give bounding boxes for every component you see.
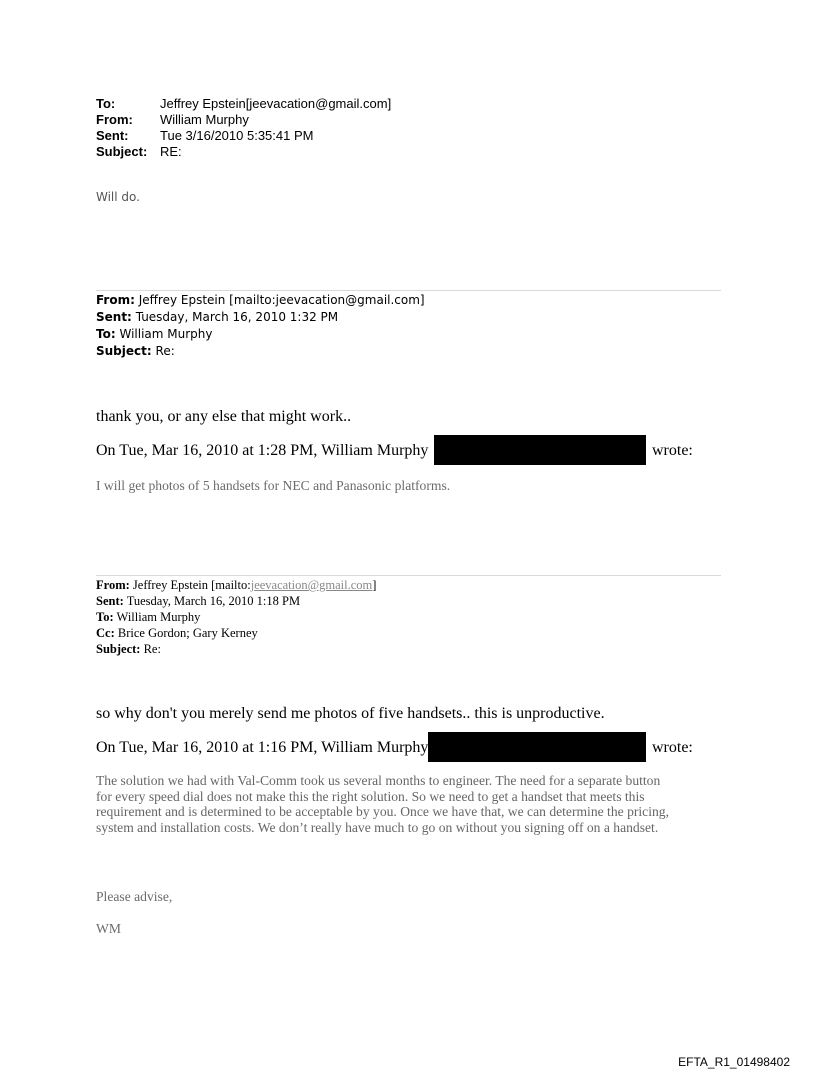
quoted2-subject-row	[96, 641, 376, 657]
header-sent-row	[96, 128, 391, 144]
wrote-line-1	[96, 442, 428, 460]
wrote2-prefix: On Tue, Mar 16, 2010 at 1:16 PM, William Murphy	[96, 739, 429, 756]
quoted2-sent-label: Sent:	[96, 594, 124, 608]
quoted2-cc-row	[96, 625, 376, 641]
quoted-header-2	[96, 577, 376, 657]
quoted2-cc-label: Cc:	[96, 626, 115, 640]
quoted1-subject-label: Subject:	[96, 344, 152, 358]
quoted1-sent-label: Sent:	[96, 310, 132, 324]
quoted1-subject-value: Re:	[155, 344, 175, 358]
document-id: EFTA_R1_01498402	[678, 1055, 790, 1069]
quoted1-from-label: From:	[96, 293, 135, 307]
message-text-2: I will get photos of 5 handsets for NEC and Panasonic platforms.	[96, 478, 451, 493]
message-text-1: thank you, or any else that might work..	[96, 408, 352, 425]
quoted2-from-row	[96, 577, 376, 593]
para-line: for every speed dial does not make this the right solution. So we need to get a handset that meets this	[96, 788, 645, 804]
quoted2-from-label: From:	[96, 578, 130, 592]
to-value: Jeffrey Epstein[jeevacation@gmail.com]	[160, 96, 392, 111]
quoted2-to-label: To:	[96, 610, 114, 624]
wrote1-prefix: On Tue, Mar 16, 2010 at 1:28 PM, William Murphy	[96, 442, 429, 459]
wrote2-suffix: wrote:	[652, 739, 693, 756]
to-label: To:	[96, 96, 116, 111]
header-to-row	[96, 96, 391, 112]
redaction-block	[434, 435, 646, 465]
para-line: requirement and is determined to be acceptable by you. Once we have that, we can determine the pricing,	[96, 804, 669, 819]
message-paragraph	[96, 773, 716, 835]
quoted-header-1	[96, 292, 425, 360]
message-text-3: so why don't you merely send me photos of five handsets.. this is unproductive.	[96, 705, 605, 722]
divider	[96, 290, 721, 291]
redaction-block	[428, 732, 646, 762]
subject-label: Subject:	[96, 144, 148, 159]
quoted2-from-suffix: ]	[372, 578, 377, 592]
quoted1-subject-row	[96, 343, 425, 360]
quoted1-from-value: Jeffrey Epstein [mailto:jeevacation@gmail.com]	[138, 293, 425, 307]
quoted1-to-row	[96, 326, 425, 343]
divider	[96, 575, 721, 576]
sent-label: Sent:	[96, 128, 129, 143]
quoted2-subject-value: Re:	[143, 642, 161, 656]
quoted2-to-row	[96, 609, 376, 625]
email-header	[96, 96, 391, 160]
header-from-row	[96, 112, 391, 128]
wrote1-suffix: wrote:	[652, 442, 693, 459]
quoted1-sent-value: Tuesday, March 16, 2010 1:32 PM	[135, 310, 339, 324]
advise-text: Please advise,	[96, 889, 173, 904]
quoted1-sent-row	[96, 309, 425, 326]
para-line: system and installation costs. We don’t really have much to go on without you signing off on a handset.	[96, 819, 659, 835]
quoted2-subject-label: Subject:	[96, 642, 141, 656]
quoted2-sent-row	[96, 593, 376, 609]
from-label: From:	[96, 112, 133, 127]
sent-value: Tue 3/16/2010 5:35:41 PM	[160, 128, 314, 143]
wrote-line-2	[96, 739, 428, 757]
quoted2-cc-value: Brice Gordon; Gary Kerney	[117, 626, 258, 640]
para-line: The solution we had with Val-Comm took us several months to engineer. The need for a separate button	[96, 773, 661, 788]
quoted1-from-row	[96, 292, 425, 309]
quoted1-to-value: William Murphy	[119, 327, 213, 341]
signature: WM	[96, 921, 121, 936]
quoted2-to-value: William Murphy	[116, 610, 201, 624]
quoted1-to-label: To:	[96, 327, 116, 341]
reply-body: Will do.	[96, 190, 140, 204]
subject-value: RE:	[160, 144, 182, 159]
quoted2-from-prefix: Jeffrey Epstein [mailto:	[132, 578, 251, 592]
header-subject-row	[96, 144, 391, 160]
from-value: William Murphy	[160, 112, 249, 127]
quoted2-sent-value: Tuesday, March 16, 2010 1:18 PM	[126, 594, 301, 608]
email-link[interactable]: jeevacation@gmail.com	[250, 578, 373, 592]
